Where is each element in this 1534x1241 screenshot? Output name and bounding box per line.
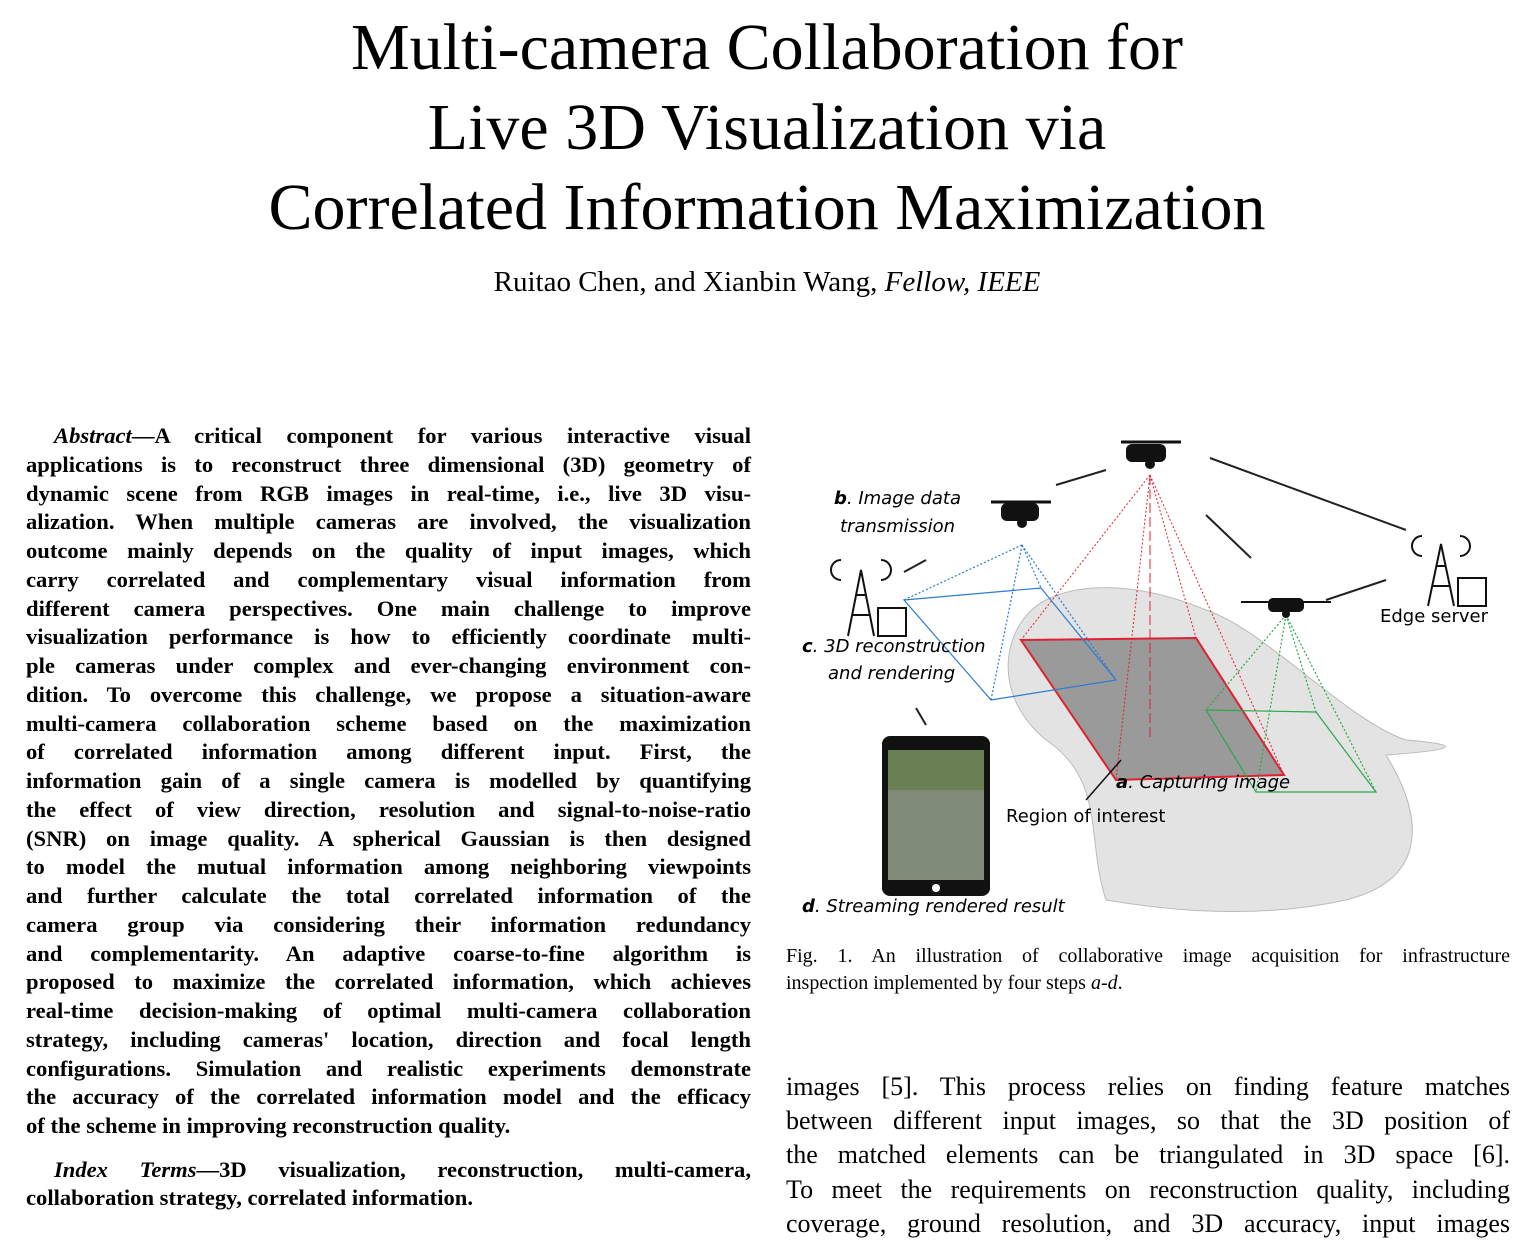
abstract-line: dynamic scene from RGB images in real-time, i.e., live 3D visu- — [26, 480, 751, 506]
label-b-letter: b — [834, 488, 847, 509]
index-terms-label: Index Terms — [54, 1157, 197, 1182]
label-edge-server: Edge server — [1380, 606, 1488, 627]
svg-text:a. Capturing image — [1116, 772, 1290, 793]
title-line: Correlated Information Maximization — [268, 171, 1266, 244]
caption-steps: a-d — [1090, 972, 1118, 994]
authors — [0, 266, 1534, 299]
abstract-line: applications is to reconstruct three dimensional (3D) geometry of — [26, 451, 751, 477]
abstract-line: (SNR) on image quality. A spherical Gaussian is then designed — [26, 825, 751, 851]
abstract-line: the effect of view direction, resolution and signal-to-noise-ratio — [26, 796, 751, 822]
body-line: the matched elements can be triangulated in 3D space [6]. — [786, 1140, 1510, 1170]
label-d-letter: d — [802, 896, 815, 917]
body-line: To meet the requirements on reconstruction quality, including — [786, 1174, 1510, 1204]
drone-icon — [1121, 442, 1181, 469]
abstract-line: of correlated information among different input. First, the — [26, 739, 751, 765]
caption-line: Fig. 1. An illustration of collaborative image acquisition for infrastructure — [786, 945, 1510, 967]
index-terms — [26, 1156, 751, 1212]
author-names: Ruitao Chen, and Xianbin Wang, — [493, 266, 885, 298]
drone-icon — [1241, 598, 1331, 618]
abstract-line: visualization performance is how to efficiently coordinate multi- — [26, 624, 751, 650]
index-terms-line: collaboration strategy, correlated information. — [26, 1185, 473, 1210]
abstract-line: information gain of a single camera is modelled by quantifying — [26, 768, 751, 793]
body-text — [786, 1070, 1510, 1241]
figure-caption — [786, 943, 1510, 997]
abstract-line: real-time decision-making of optimal multi-camera collaboration — [26, 998, 751, 1023]
abstract-line: the accuracy of the correlated information model and the efficacy — [26, 1084, 751, 1110]
paper-title — [0, 8, 1534, 248]
abstract-line: multi-camera collaboration scheme based on the maximization — [26, 710, 751, 736]
svg-text:b. Image data — [834, 488, 961, 509]
label-c-letter: c — [802, 636, 813, 657]
abstract-line: camera group via considering their information redundancy — [26, 911, 751, 937]
label-b: . Image data — [846, 488, 961, 509]
title-line: Live 3D Visualization via — [427, 91, 1107, 164]
abstract-label: Abstract — [54, 423, 132, 448]
cell-tower-icon — [831, 560, 906, 636]
title-line: Multi-camera Collaboration for — [350, 11, 1184, 84]
tablet-icon — [882, 736, 990, 896]
abstract-line: to model the mutual information among neighboring viewpoints — [26, 854, 751, 880]
figure-1 — [786, 420, 1510, 920]
abstract-line: configurations. Simulation and realistic experiments demonstrate — [26, 1055, 751, 1081]
label-c-2: and rendering — [828, 663, 956, 684]
label-b-2: transmission — [840, 516, 955, 537]
caption-line — [786, 970, 1510, 997]
abstract-line: proposed to maximize the correlated information, which achieves — [26, 969, 751, 995]
svg-text:c. 3D reconstruction — [802, 636, 986, 657]
body-line: coverage, ground resolution, and 3D accuracy, input images — [786, 1208, 1510, 1238]
drone-icon — [991, 502, 1051, 528]
author-affiliation: Fellow, IEEE — [884, 266, 1041, 298]
edge-server-tower-icon — [1412, 536, 1486, 606]
abstract-line: outcome mainly depends on the quality of input images, which — [26, 538, 751, 563]
abstract-line: and complementarity. An adaptive coarse-to-fine algorithm is — [26, 940, 751, 966]
abstract-line — [26, 422, 751, 451]
label-c: . 3D reconstruction — [812, 636, 986, 657]
abstract-text: —A critical component for various interactive visual — [131, 423, 751, 448]
index-terms-text: —3D visualization, reconstruction, multi-camera, — [196, 1157, 751, 1182]
body-line: images [5]. This process relies on finding feature matches — [786, 1072, 1510, 1101]
abstract-line: of the scheme in improving reconstruction quality. — [26, 1113, 511, 1138]
label-region-of-interest: Region of interest — [1006, 806, 1166, 827]
index-terms-line — [26, 1156, 751, 1184]
abstract-line: and further calculate the total correlated information of the — [26, 883, 751, 908]
label-a-letter: a — [1116, 772, 1129, 793]
abstract-line: strategy, including cameras' location, direction and focal length — [26, 1026, 751, 1052]
svg-text:d. Streaming rendered result — [802, 896, 1066, 917]
abstract-line: ple cameras under complex and ever-changing environment con- — [26, 653, 751, 678]
abstract-line: different camera perspectives. One main challenge to improve — [26, 595, 751, 621]
body-line: between different input images, so that the 3D position of — [786, 1106, 1510, 1136]
caption-text: inspection implemented by four steps — [786, 972, 1091, 994]
label-a: . Capturing image — [1128, 772, 1291, 793]
figure-illustration — [786, 420, 1510, 920]
abstract-line: carry correlated and complementary visual information from — [26, 566, 751, 592]
abstract-line: alization. When multiple cameras are involved, the visualization — [26, 509, 751, 535]
caption-end: . — [1117, 972, 1123, 994]
abstract-line: dition. To overcome this challenge, we propose a situation-aware — [26, 681, 751, 707]
label-d: . Streaming rendered result — [814, 896, 1065, 917]
abstract — [26, 422, 751, 1141]
